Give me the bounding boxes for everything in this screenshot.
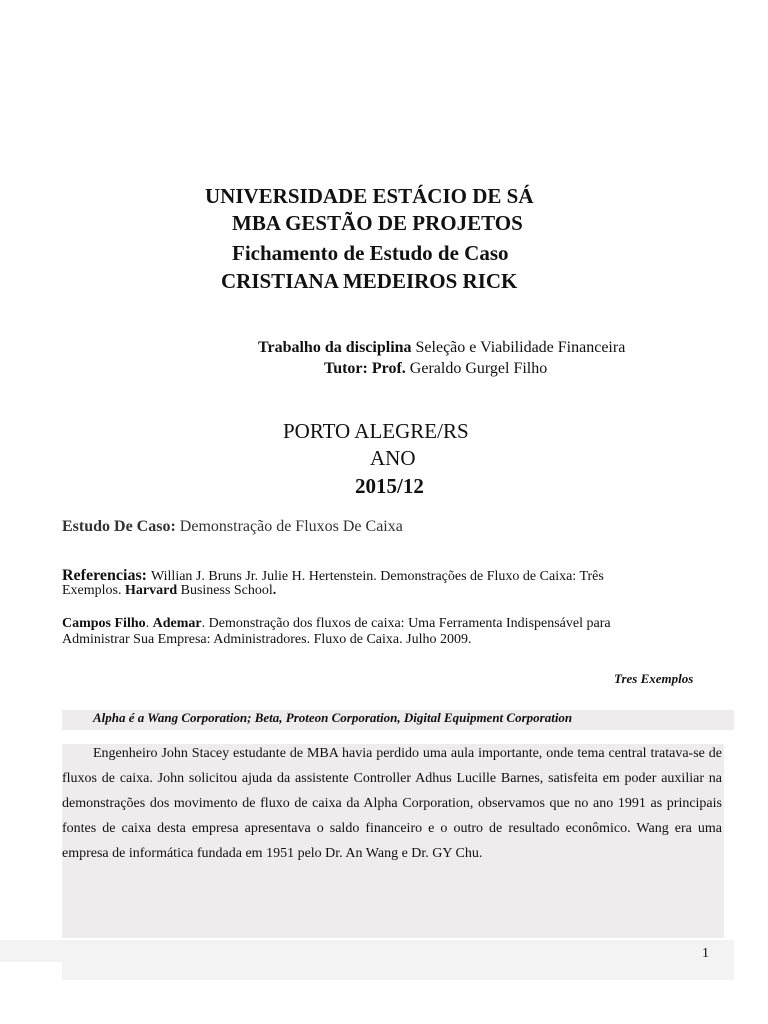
document-type-title: Fichamento de Estudo de Caso xyxy=(232,241,509,265)
page-number: 1 xyxy=(702,946,709,961)
discipline-value: Seleção e Viabilidade Financeira xyxy=(415,339,626,356)
university-title: UNIVERSIDADE ESTÁCIO DE SÁ xyxy=(205,184,534,208)
author-name: CRISTIANA MEDEIROS RICK xyxy=(221,269,518,293)
reference-1-period: . xyxy=(272,583,277,598)
tutor-value: Geraldo Gurgel Filho xyxy=(409,360,548,377)
case-study-label: Estudo De Caso: xyxy=(62,518,176,535)
bottom-shade xyxy=(62,962,734,980)
year-label: ANO xyxy=(370,446,416,470)
footer-shade xyxy=(0,940,734,962)
body-paragraph-text: Engenheiro John Stacey estudante de MBA havia perdido uma aula importante, onde tema central tratava-se de fluxos de caixa. John solicitou ajuda da assistente Controller Adhus Lucille Barnes, satisfeita em poder auxiliar na demonstrações dos movimento de fluxo de caixa da Alpha Corporation, observamos que no ano 1991 as principais fontes de caixa desta empresa apresentava o saldo financeiro e o outro de resultado econômico. Wang era uma empresa de informática fundada em 1951 pelo Dr. An Wang e Dr. GY Chu. xyxy=(62,746,722,861)
section-title: Tres Exemplos xyxy=(614,671,694,686)
reference-2-text: . Demonstração dos fluxos de caixa: Uma Ferramenta Indispensável para xyxy=(201,616,611,631)
program-title: MBA GESTÃO DE PROJETOS xyxy=(232,211,523,235)
body-paragraph xyxy=(62,741,722,866)
case-study-line xyxy=(62,518,403,536)
tutor-line xyxy=(324,360,547,378)
reference-1-text: Willian J. Bruns Jr. Julie H. Hertenstein. Demonstrações de Fluxo de Caixa: Três xyxy=(151,569,604,584)
discipline-line xyxy=(258,339,625,357)
reference-2-surname: Campos Filho xyxy=(62,616,146,631)
reference-2 xyxy=(62,616,611,632)
tutor-label: Tutor: Prof. xyxy=(324,360,406,377)
discipline-label: Trabalho da disciplina xyxy=(258,339,412,356)
references-label: Referencias: xyxy=(62,567,147,584)
reference-1-exemplos: Exemplos. xyxy=(62,583,122,598)
reference-1-school: Business School xyxy=(180,583,273,598)
section-subtitle: Alpha é a Wang Corporation; Beta, Proteon Corporation, Digital Equipment Corporation xyxy=(93,710,573,725)
reference-2-continued: Administrar Sua Empresa: Administradores. Fluxo de Caixa. Julho 2009. xyxy=(62,632,472,647)
city: PORTO ALEGRE/RS xyxy=(283,419,469,443)
reference-1-continued xyxy=(62,583,276,599)
reference-1-harvard: Harvard xyxy=(125,583,178,598)
reference-2-name: Ademar xyxy=(152,616,202,631)
case-study-value: Demonstração de Fluxos De Caixa xyxy=(179,518,403,535)
reference-2-separator: . xyxy=(145,616,150,631)
year-value: 2015/12 xyxy=(355,474,424,498)
